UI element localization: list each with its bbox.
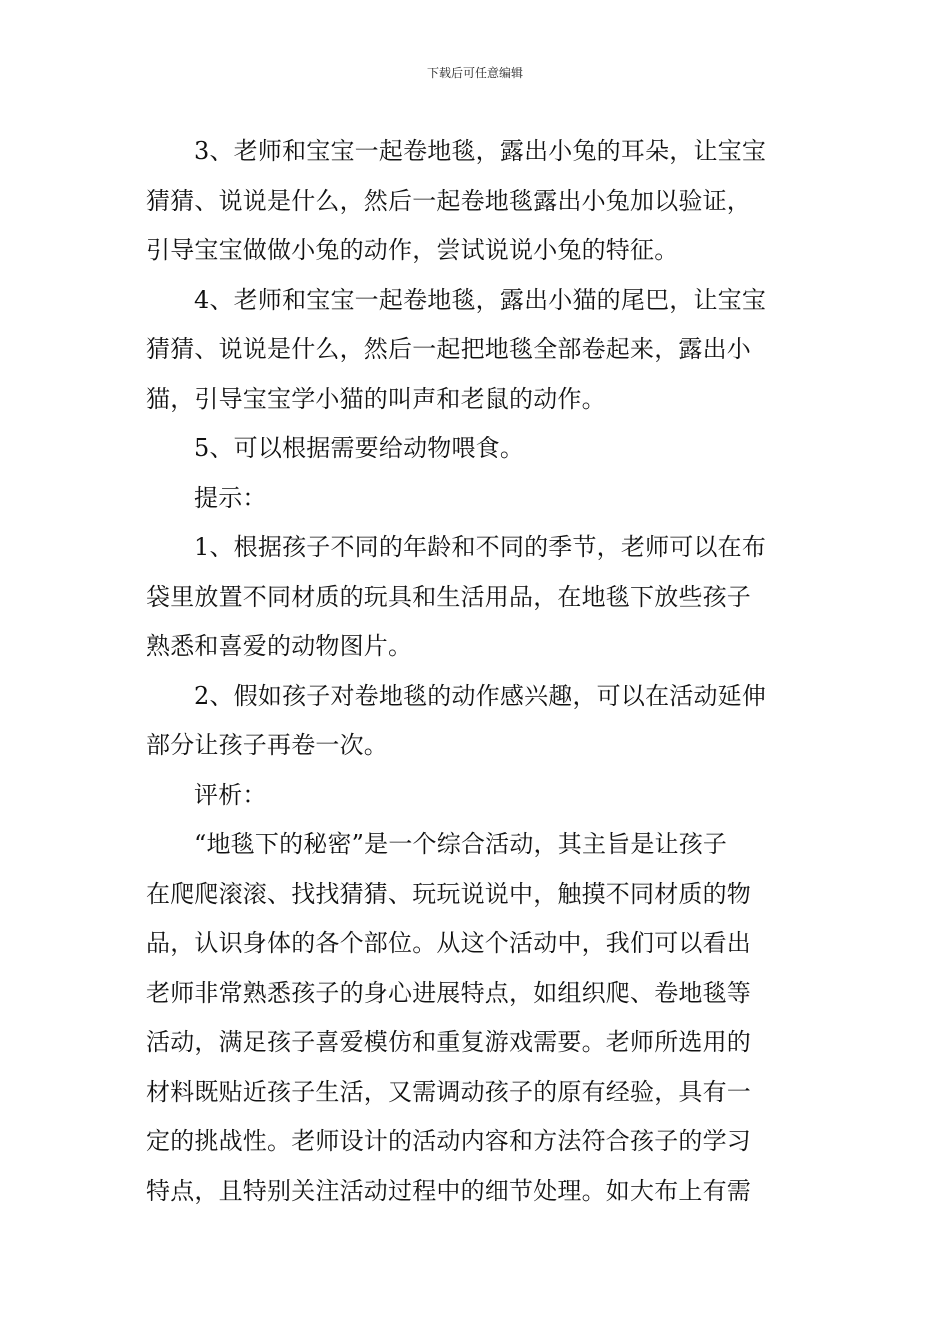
text-line: 猜猜、说说是什么，然后一起卷地毯露出小兔加以验证， (146, 186, 751, 215)
text-line: 评析： (194, 780, 267, 809)
paragraph-tip-1 (146, 523, 806, 672)
paragraph-analysis (146, 820, 806, 1216)
text-line: “地毯下的秘密”是一个综合活动，其主旨是让孩子 (194, 830, 728, 858)
text-line: 引导宝宝做做小兔的动作，尝试说说小兔的特征。 (146, 236, 679, 264)
text-line: 材料既贴近孩子生活，又需调动孩子的原有经验，具有一 (146, 1077, 751, 1106)
text-line: 猫，引导宝宝学小猫的叫声和老鼠的动作。 (146, 384, 606, 413)
heading-analysis (146, 771, 806, 821)
text-line: 5、可以根据需要给动物喂食。 (194, 434, 525, 462)
text-line: 品，认识身体的各个部位。从这个活动中，我们可以看出 (146, 929, 751, 957)
text-line: 熟悉和喜爱的动物图片。 (146, 632, 413, 660)
text-line: 老师非常熟悉孩子的身心进展特点，如组织爬、卷地毯等 (146, 978, 751, 1007)
text-line: 定的挑战性。老师设计的活动内容和方法符合孩子的学习 (146, 1127, 751, 1155)
text-line: 3、老师和宝宝一起卷地毯，露出小兔的耳朵，让宝宝 (194, 137, 767, 165)
paragraph-step-5 (146, 424, 806, 474)
text-line: 2、假如孩子对卷地毯的动作感兴趣，可以在活动延伸 (194, 681, 767, 710)
paragraph-tip-2 (146, 672, 806, 771)
text-line: 部分让孩子再卷一次。 (146, 731, 388, 759)
text-line: 1、根据孩子不同的年龄和不同的季节，老师可以在布 (194, 533, 767, 561)
text-line: 在爬爬滚滚、找找猜猜、玩玩说说中，触摸不同材质的物 (146, 879, 751, 908)
text-line: 猜猜、说说是什么，然后一起把地毯全部卷起来，露出小 (146, 335, 751, 363)
text-line: 提示： (194, 483, 267, 512)
text-line: 特点，且特别关注活动过程中的细节处理。如大布上有需 (146, 1176, 751, 1205)
paragraph-step-4 (146, 276, 806, 425)
heading-tips (146, 474, 806, 524)
text-line: 4、老师和宝宝一起卷地毯，露出小猫的尾巴，让宝宝 (194, 285, 767, 314)
text-line: 活动，满足孩子喜爱模仿和重复游戏需要。老师所选用的 (146, 1028, 751, 1056)
text-line: 袋里放置不同材质的玩具和生活用品，在地毯下放些孩子 (146, 582, 751, 611)
paragraph-step-3 (146, 127, 806, 276)
page-header-note: 下载后可任意编辑 (426, 66, 523, 80)
document-body (146, 127, 806, 1216)
